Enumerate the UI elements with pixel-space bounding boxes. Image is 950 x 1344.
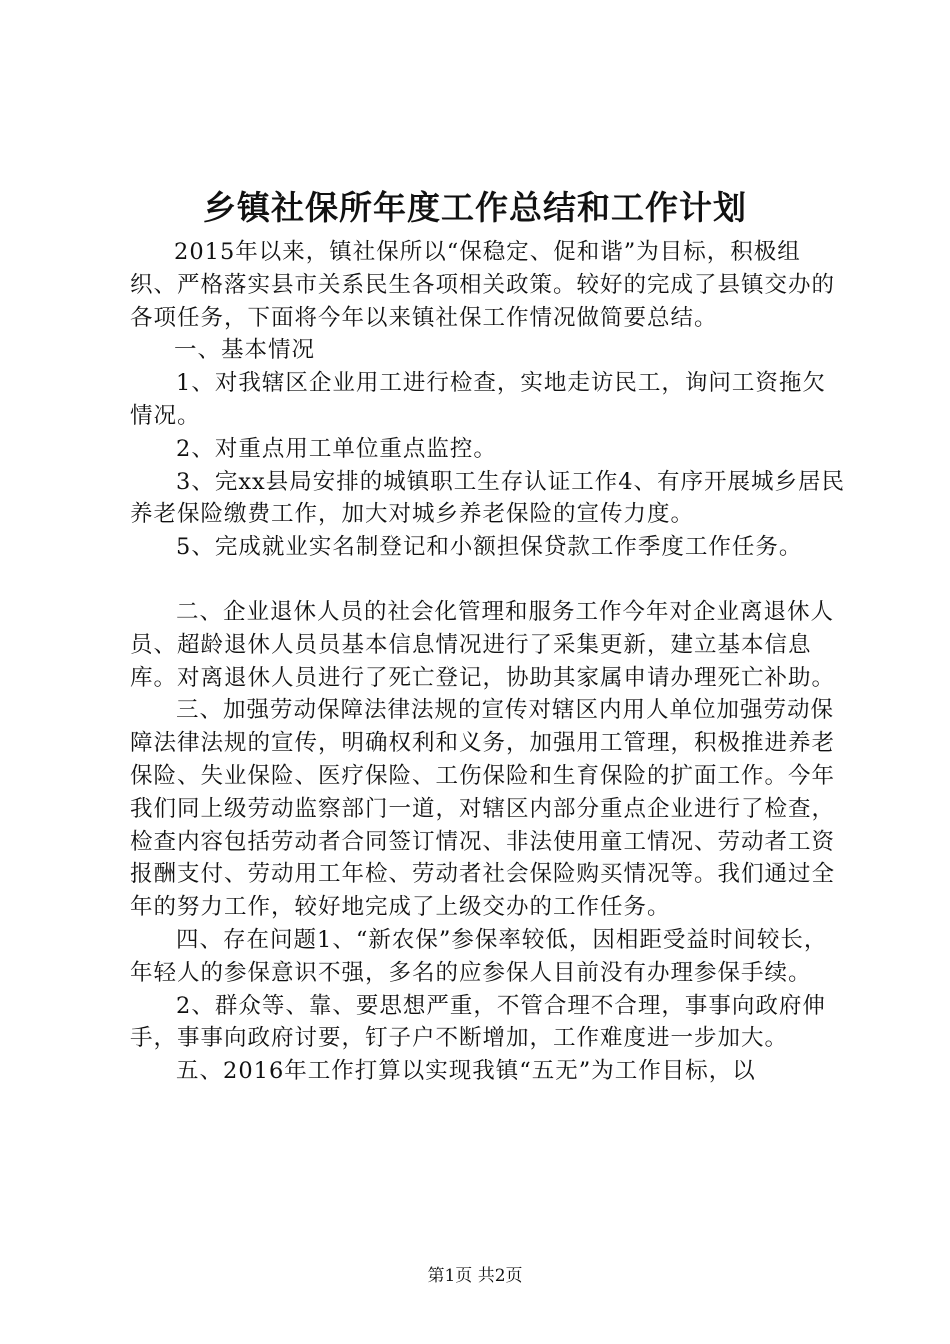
paragraph-problem-2: 2、群众等、靠、要思想严重，不管合理不合理，事事向政府伸手，事事向政府讨要，钉子户不断增加，工作难度进一步加大。 (130, 992, 826, 1052)
paragraph-section-2: 二、企业退休人员的社会化管理和服务工作今年对企业离退休人员、超龄退休人员员基本信息情况进行了采集更新，建立基本信息库。对离退休人员进行了死亡登记，协助其家属申请办理死亡补助。 (130, 598, 836, 691)
paragraph-gap (130, 564, 845, 596)
document-body (130, 236, 845, 1088)
heading-basic-situation: 一、基本情况 (174, 337, 316, 364)
paragraph-item-1: 1、对我辖区企业用工进行检查，实地走访民工，询问工资拖欠情况。 (130, 370, 826, 429)
paragraph-item-3: 3、完xx县局安排的城镇职工生存认证工作4、有序开展城乡居民养老保险缴费工作，加大对城乡养老保险的宣传力度。 (130, 468, 846, 528)
page-footer: 第1页 共2页 (427, 1266, 523, 1286)
paragraph-section-3: 三、加强劳动保障法律法规的宣传对辖区内用人单位加强劳动保障法律法规的宣传，明确权利和义务，加强用工管理，积极推进养老保险、失业保险、医疗保险、工伤保险和生育保险的扩面工作。今年我们同上级劳动监察部门一道，对辖区内部分重点企业进行了检查，检查内容包括劳动者合同签订情况、非法使用童工情况、劳动者工资报酬支付、劳动用工年检、劳动者社会保险购买情况等。我们通过全年的努力工作，较好地完成了上级交办的工作任务。 (130, 697, 836, 921)
paragraph-section-4: 四、存在问题1、“新农保”参保率较低，因相距受益时间较长，年轻人的参保意识不强，多名的应参保人目前没有办理参保手续。 (130, 926, 828, 986)
paragraph-item-5: 5、完成就业实名制登记和小额担保贷款工作季度工作任务。 (176, 534, 803, 561)
document-title: 乡镇社保所年度工作总结和工作计划 (203, 188, 747, 227)
paragraph-section-5: 五、2016年工作打算以实现我镇“五无”为工作目标，以 (176, 1058, 756, 1085)
paragraph-item-2: 2、对重点用工单位重点监控。 (176, 435, 497, 462)
paragraph-intro: 2015年以来，镇社保所以“保稳定、促和谐”为目标，积极组织、严格落实县市关系民生各项相关政策。较好的完成了县镇交办的各项任务，下面将今年以来镇社保工作情况做简要总结。 (130, 239, 836, 331)
